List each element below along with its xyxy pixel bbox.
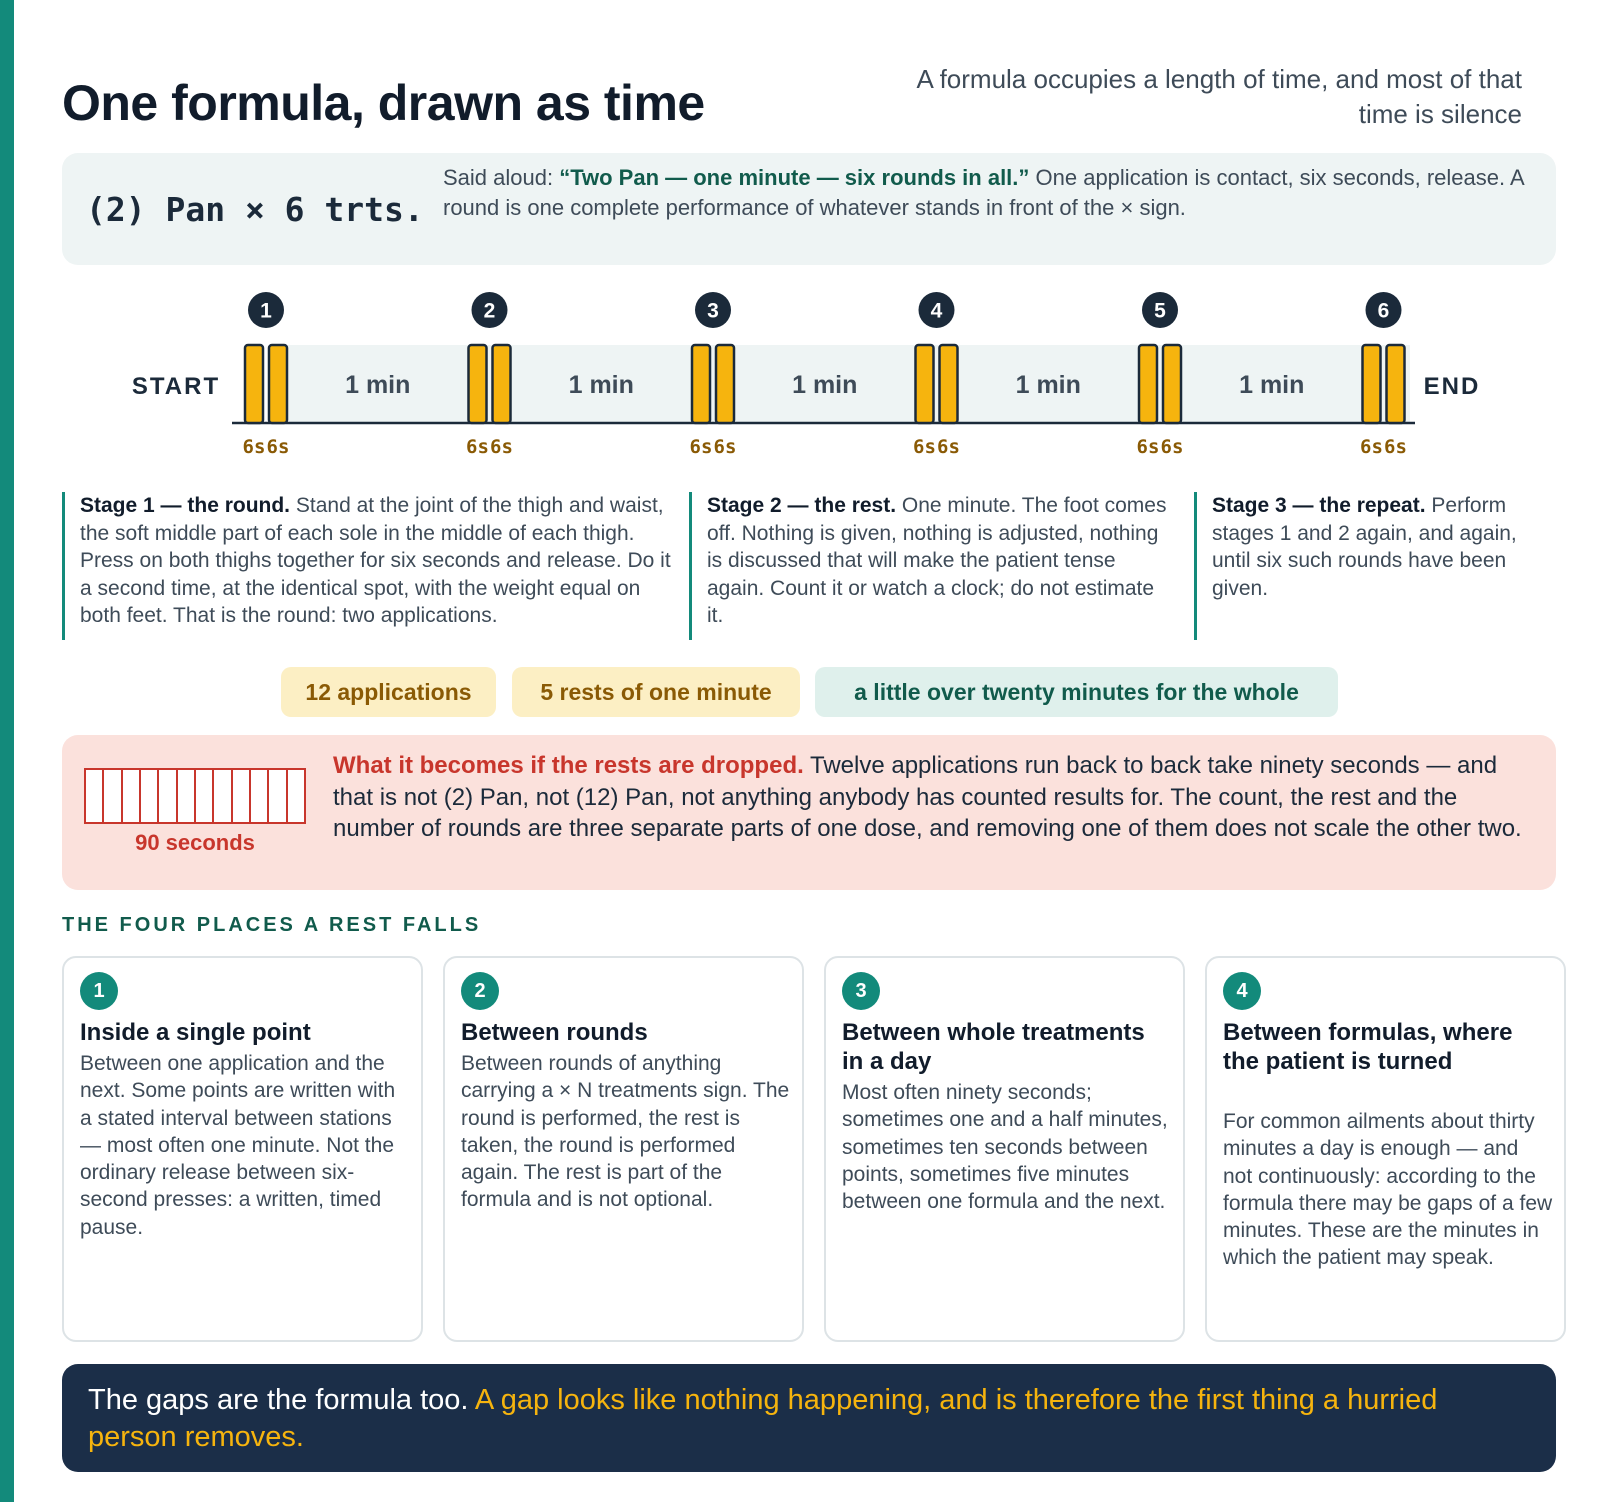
- application-duration-label: 6s: [1384, 436, 1407, 458]
- place-card-3: [824, 956, 1185, 1342]
- section-heading: THE FOUR PLACES A REST FALLS: [62, 914, 482, 936]
- stage-2: [689, 492, 1169, 640]
- round-number: 1: [260, 299, 272, 323]
- place-body: Between rounds of anything carrying a × N treatments sign. The round is performed, the rest is taken, the round is performed again. The rest is part of the formula and is not optional.: [461, 1052, 790, 1212]
- takeaway-highlight: A gap looks like nothing happening, and is therefore the first thing a hurried person removes.: [88, 1384, 1438, 1453]
- timeline-end-label: END: [1423, 373, 1481, 400]
- round-number: 2: [483, 299, 496, 323]
- place-title: Inside a single point: [80, 1019, 311, 1046]
- application-duration-label: 6s: [1160, 436, 1184, 458]
- application-bar: [692, 345, 710, 423]
- stage-3: [1194, 492, 1549, 640]
- place-card-2: [443, 956, 804, 1342]
- stage-lead: Stage 3 — the repeat.: [1212, 494, 1426, 517]
- application-bar: [493, 345, 511, 423]
- stage-text: Perform stages 1 and 2 again, and again, until six such rounds have been given.: [1212, 494, 1517, 600]
- application-bar: [245, 345, 263, 423]
- round-number: 6: [1377, 299, 1390, 323]
- said-quote: “Two Pan — one minute — six rounds in all.”: [559, 165, 1030, 190]
- round-number: 4: [930, 299, 943, 323]
- round-number: 5: [1154, 299, 1166, 323]
- place-card-4: [1205, 956, 1566, 1342]
- formula-code: (2) Pan × 6 trts.: [86, 190, 424, 229]
- application-duration-label: 6s: [913, 436, 936, 458]
- accent-side-bar: [0, 0, 14, 1502]
- page-title: One formula, drawn as time: [62, 75, 705, 131]
- rest-duration-label: 1 min: [568, 371, 634, 399]
- rest-duration-label: 1 min: [1015, 371, 1081, 399]
- application-duration-label: 6s: [937, 436, 960, 458]
- stage-text: Stand at the joint of the thigh and waist, the soft middle part of each sole in the middle of each thigh. Press on both thighs together for six seconds and release. Do it a second time, at the identical spot, with the weight equal on both feet. That is the round: two applications.: [80, 494, 671, 627]
- formula-explanation: [443, 163, 1533, 223]
- page-subtitle: A formula occupies a length of time, and most of that time is silence: [916, 64, 1522, 129]
- place-number-badge: 4: [1223, 972, 1261, 1010]
- application-bar: [1387, 345, 1405, 423]
- application-bar: [916, 345, 934, 423]
- rest-duration-label: 1 min: [345, 371, 411, 399]
- timeline-start-label: START: [131, 373, 221, 400]
- application-bar: [716, 345, 734, 423]
- round-number: 3: [707, 299, 719, 323]
- application-bar: [1363, 345, 1381, 423]
- place-body: Between one application and the next. Some points are written with a stated interval between stations — most often one minute. Not the ordinary release between six-second presses: a written, timed pause.: [80, 1052, 396, 1239]
- place-title: Between whole treatments in a day: [842, 1019, 1145, 1075]
- application-bar: [269, 345, 287, 423]
- application-duration-label: 6s: [490, 436, 513, 458]
- back-to-back-applications-graphic: [84, 768, 306, 824]
- said-prefix: Said aloud:: [443, 165, 560, 190]
- summary-pill-duration: a little over twenty minutes for the whole: [815, 667, 1338, 717]
- said-rest: One application is contact, six seconds, release. A round is one complete performance of whatever stands in front of the × sign.: [443, 165, 1524, 220]
- place-body: For common ailments about thirty minutes a day is enough — and not continuously: according to the formula there may be gaps of a few minutes. These are the minutes in which the patient may speak.: [1223, 1110, 1553, 1270]
- application-bar: [1163, 345, 1181, 423]
- application-duration-label: 6s: [466, 436, 489, 458]
- takeaway-lead: The gaps are the formula too.: [88, 1384, 469, 1416]
- place-number-badge: 2: [461, 972, 499, 1010]
- application-bar: [1139, 345, 1157, 423]
- stage-lead: Stage 2 — the rest.: [707, 494, 897, 517]
- application-duration-label: 6s: [242, 436, 266, 458]
- place-title: Between rounds: [461, 1019, 648, 1046]
- application-duration-label: 6s: [266, 436, 290, 458]
- place-number-badge: 1: [80, 972, 118, 1010]
- application-duration-label: 6s: [1360, 436, 1383, 458]
- stage-lead: Stage 1 — the round.: [80, 494, 291, 517]
- rest-duration-label: 1 min: [792, 371, 858, 399]
- application-bar: [940, 345, 958, 423]
- warning-body: Twelve applications run back to back take ninety seconds — and that is not (2) Pan, not (12) Pan, not anything anybody has counted results for. The count, the rest and the number of rounds are three separate parts of one dose, and removing one of them does not scale the other two.: [333, 752, 1522, 842]
- summary-pill-rests: 5 rests of one minute: [512, 667, 800, 717]
- place-number-badge: 3: [842, 972, 880, 1010]
- rest-duration-label: 1 min: [1239, 371, 1305, 399]
- round-timeline: [0, 280, 1600, 470]
- application-duration-label: 6s: [713, 436, 737, 458]
- place-body: Most often ninety seconds; sometimes one and a half minutes, sometimes ten seconds between points, sometimes five minutes between one formula and the next.: [842, 1081, 1168, 1214]
- stage-1: [62, 492, 677, 640]
- application-bar: [469, 345, 487, 423]
- summary-pill-applications: 12 applications: [281, 667, 496, 717]
- takeaway-banner: [62, 1364, 1556, 1472]
- ninety-seconds-label: 90 seconds: [135, 830, 255, 855]
- place-title: Between formulas, where the patient is turned: [1223, 1019, 1513, 1075]
- warning-lead: What it becomes if the rests are dropped.: [333, 752, 804, 779]
- application-duration-label: 6s: [689, 436, 713, 458]
- place-card-1: [62, 956, 423, 1342]
- stage-text: One minute. The foot comes off. Nothing is given, nothing is adjusted, nothing is discussed that will make the patient tense again. Count it or watch a clock; do not estimate it.: [707, 494, 1167, 627]
- application-duration-label: 6s: [1136, 436, 1160, 458]
- warning-text: [333, 750, 1533, 845]
